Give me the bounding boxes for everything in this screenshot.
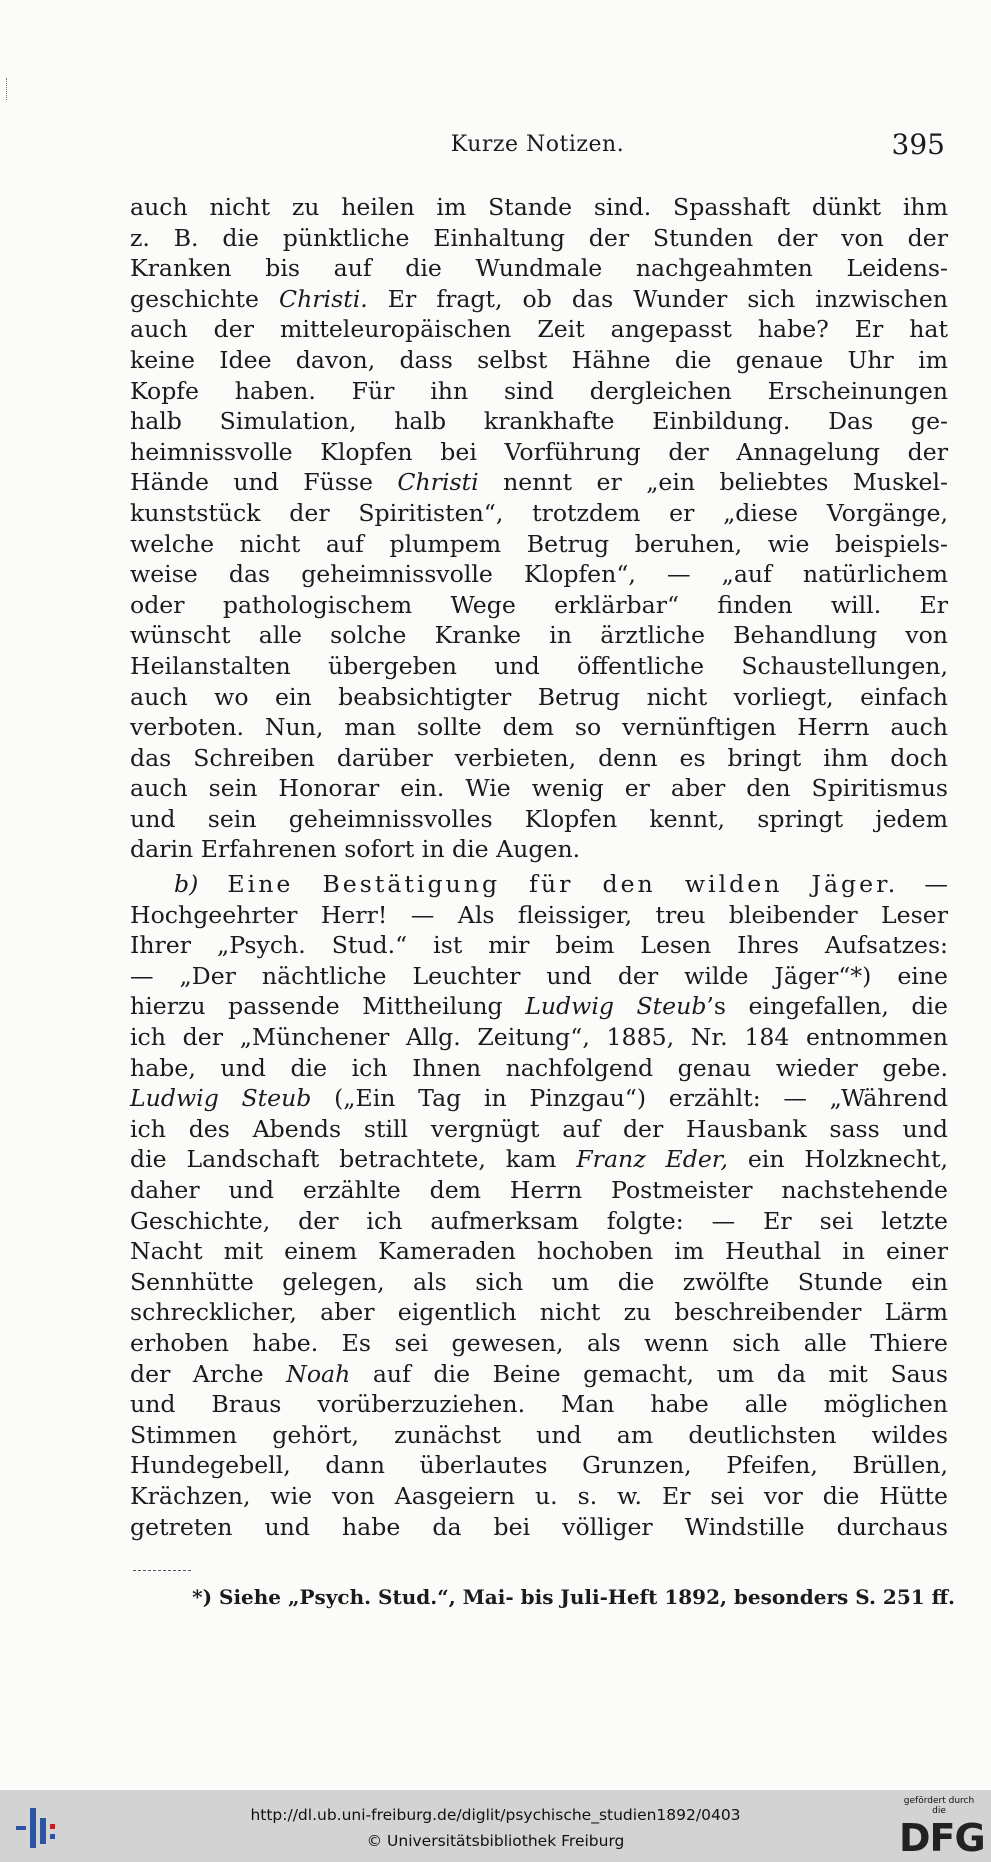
text-line: Nacht mit einem Kameraden hochoben im Heuthal in einer [130,1237,948,1266]
text-run: ein Holzknecht, [727,1145,948,1174]
text-run: („Ein Tag in Pinzgau“) erzählt: — „Während [311,1084,948,1113]
text-line: Kranken bis auf die Wundmale nachgeahmten Leidens- [130,254,948,283]
italic-name: Ludwig Steub [525,992,707,1021]
dfg-caption: gefördert durch die [903,1796,975,1816]
text-line [130,1144,948,1175]
text-line: oder pathologischem Wege erklärbar“ finden will. Er [130,590,948,619]
text-line: und sein geheimnissvolles Klopfen kennt, springt jedem [130,804,948,833]
text-line: weise das geheimnissvolle Klopfen“, — „auf natürlichem [130,560,948,589]
text-run: ’s eingefallen, die [706,992,948,1021]
text-run: die Landschaft betrachtete, kam [130,1145,577,1174]
text-line: schrecklicher, aber eigentlich nicht zu beschreibender Lärm [130,1298,948,1327]
text-line: welche nicht auf plumpem Betrug beruhen, wie beispiels- [130,529,948,558]
text-line: habe, und die ich Ihnen nachfolgend genau wieder gebe. [130,1053,948,1082]
source-url-link[interactable]: http://dl.ub.uni-freiburg.de/diglit/psychische_studien1892/0403 [250,1806,741,1824]
text-run: der Arche [130,1359,287,1388]
text-run: hierzu passende Mittheilung [130,992,526,1021]
text-line [130,284,948,315]
footnote: *) Siehe „Psych. Stud.“, Mai- bis Juli-Heft 1892, besonders S. 251 ff. [192,1585,955,1609]
running-title: Kurze Notizen. [450,132,625,157]
italic-name: Christi [397,468,479,497]
dfg-wordmark: DFG [899,1816,985,1860]
dfg-logo [899,1796,985,1860]
text-line: auch nicht zu heilen im Stande sind. Spasshaft dünkt ihm [130,193,948,221]
section-letter: b) [174,870,199,899]
copyright-notice: © Universitätsbibliothek Freiburg [366,1832,625,1850]
text-line: wünscht alle solche Kranke in ärztliche Behandlung von [130,621,948,650]
margin-marks [6,78,11,100]
text-run: Hände und Füsse [130,468,398,497]
text-line [130,1359,948,1390]
italic-name: Noah [286,1359,351,1388]
text-line: und Braus vorüberzuziehen. Man habe alle möglichen [130,1390,948,1419]
text-line: auch der mitteleuropäischen Zeit angepasst habe? Er hat [130,315,948,344]
text-line: Sennhütte gelegen, als sich um die zwölfte Stunde ein [130,1267,948,1296]
text-line: erhoben habe. Es sei gewesen, als wenn sich alle Thiere [130,1328,948,1357]
text-line: das Schreiben darüber verbieten, denn es bringt ihm doch [130,743,948,772]
text-line: Ihrer „Psych. Stud.“ ist mir beim Lesen Ihres Aufsatzes: [130,931,948,960]
text-line: Kopfe haben. Für ihn sind dergleichen Erscheinungen [130,376,948,405]
text-run: geschichte [130,284,280,313]
paragraph-2 [130,869,948,1542]
text-line: heimnissvolle Klopfen bei Vorführung der Annagelung der [130,437,948,466]
text-line: auch sein Honorar ein. Wie wenig er aber den Spiritismus [130,774,948,803]
text-line: Heilanstalten übergeben und öffentliche Schaustellungen, [130,651,948,680]
text-line [130,1083,948,1114]
text-line: Krächzen, wie von Aasgeiern u. s. w. Er sei vor die Hütte [130,1481,948,1510]
text-line: auch wo ein beabsichtigter Betrug nicht vorliegt, einfach [130,682,948,711]
body-text [130,192,948,1542]
text-line: — „Der nächtliche Leuchter und der wilde Jäger“*) eine [130,961,948,990]
text-line: Hochgeehrter Herr! — Als fleissiger, treu bleibender Leser [130,900,948,929]
text-run: nennt er „ein beliebtes Muskel- [478,468,948,497]
text-line: ich der „Münchener Allg. Zeitung“, 1885, Nr. 184 entnommen [130,1023,948,1052]
text-line: z. B. die pünktliche Einhaltung der Stunden der von der [130,223,948,252]
section-heading-line [130,869,948,900]
running-head [130,128,945,168]
page-number: 395 [891,128,945,161]
text-line: ich des Abends still vergnügt auf der Hausbank sass und [130,1114,948,1143]
text-line: Hundegebell, dann überlautes Grunzen, Pfeifen, Brüllen, [130,1451,948,1480]
paragraph-1 [130,192,948,865]
section-heading: Eine Bestätigung für den wilden Jäger. [198,870,899,899]
footnote-rule [133,1570,191,1571]
italic-name: Franz Eder, [576,1145,728,1174]
text-line: getreten und habe da bei völliger Windstille durchaus [130,1512,948,1541]
viewer-footer [0,1790,991,1862]
text-run: Er fragt, ob das Wunder sich inzwischen [367,284,948,313]
text-line [130,991,948,1022]
text-line [130,467,948,498]
text-line: daher und erzählte dem Herrn Postmeister nachstehende [130,1176,948,1204]
text-line: verboten. Nun, man sollte dem so vernünftigen Herrn auch [130,713,948,742]
text-line: darin Erfahrenen sofort in die Augen. [130,835,581,864]
text-line: Stimmen gehört, zunächst und am deutlichsten wildes [130,1420,948,1449]
text-line: keine Idee davon, dass selbst Hähne die genaue Uhr im [130,345,948,374]
text-run: auf die Beine gemacht, um da mit Saus [350,1359,948,1388]
italic-name: Christi. [279,284,368,313]
text-run: — [898,870,948,899]
text-line: Geschichte, der ich aufmerksam folgte: — Er sei letzte [130,1206,948,1235]
italic-name: Ludwig Steub [130,1084,312,1113]
text-line: halb Simulation, halb krankhafte Einbildung. Das ge- [130,407,948,436]
text-line: kunststück der Spiritisten“, trotzdem er „diese Vorgänge, [130,498,948,527]
